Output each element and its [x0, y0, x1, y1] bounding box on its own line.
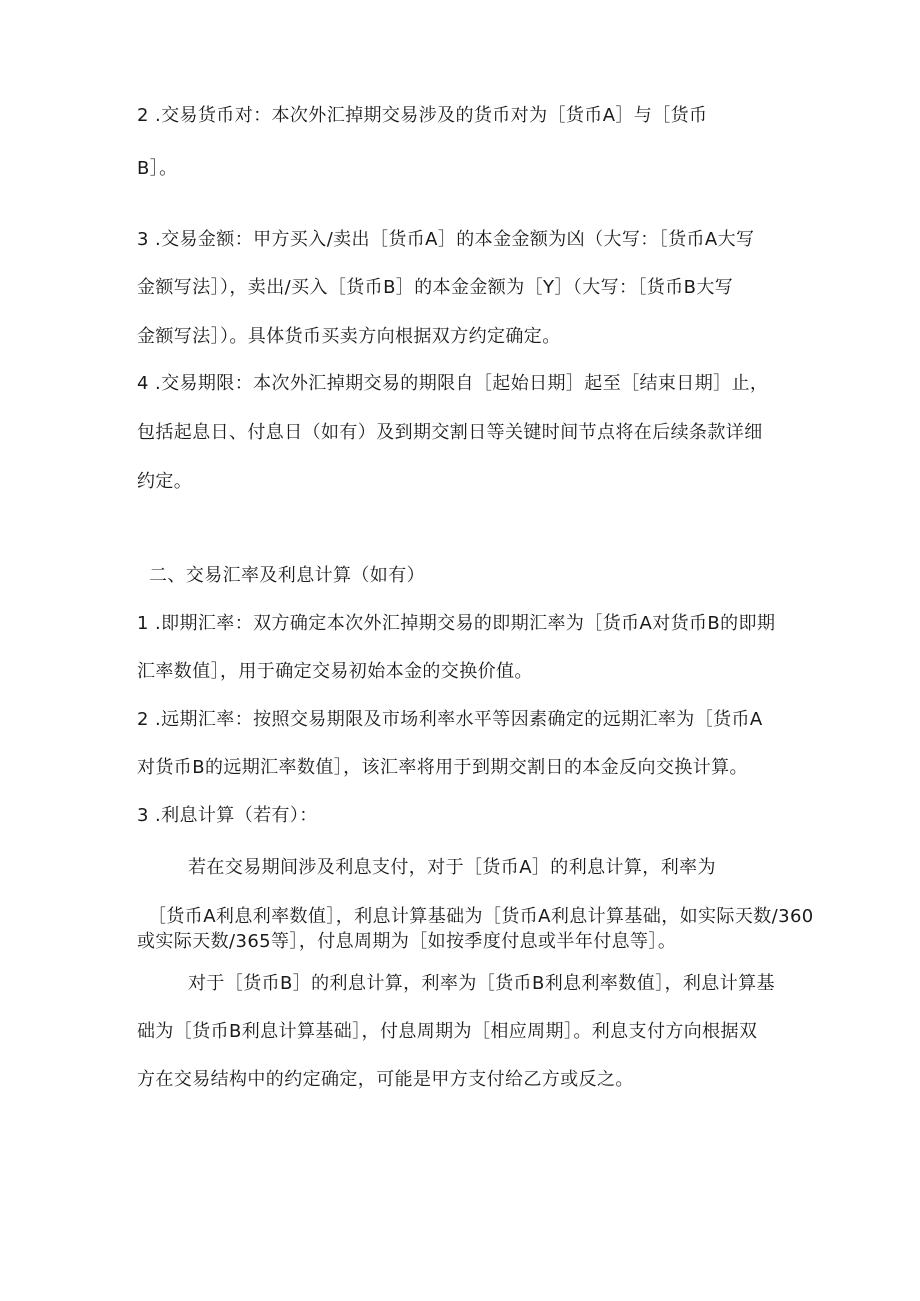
para-a-line-1: 若在交易期间涉及利息支付，对于［货币A］的利息计算，利率为 [188, 857, 716, 878]
s2-item-1-line-2: 汇率数值］，用于确定交易初始本金的交换价值。 [137, 661, 533, 682]
item-3-line-1: 3 .交易金额：甲方买入/卖出［货币A］的本金金额为凶（大写：［货币A大写 [137, 229, 755, 250]
item-3-line-3: 金额写法］）。具体货币买卖方向根据双方约定确定。 [137, 326, 561, 347]
para-b-line-1: 对于［货币B］的利息计算，利率为［货币B利息利率数值］，利息计算基 [188, 973, 775, 994]
item-4-line-1: 4 .交易期限：本次外汇掉期交易的期限自［起始日期］起至［结束日期］止， [137, 373, 769, 394]
item-4-line-3: 约定。 [137, 471, 193, 492]
item-3-line-2: 金额写法］），卖出/买入［货币B］的本金金额为［Y］（大写：［货币B大写 [137, 277, 734, 298]
item-4-line-2: 包括起息日、付息日（如有）及到期交割日等关键时间节点将在后续条款详细 [137, 422, 763, 443]
section-2-heading: 二、交易汇率及利息计算（如有） [149, 565, 425, 586]
s2-item-2-line-2: 对货币B的远期汇率数值］，该汇率将用于到期交割日的本金反向交换计算。 [137, 757, 748, 778]
para-a-line-2: ［货币A利息利率数值］，利息计算基础为［货币A利息计算基础，如实际天数/360 [148, 906, 814, 927]
s2-item-2-line-1: 2 .远期汇率：按照交易期限及市场利率水平等因素确定的远期汇率为［货币A [137, 709, 763, 730]
para-a-line-3: 或实际天数/365等］，付息周期为［如按季度付息或半年付息等］。 [137, 931, 677, 952]
s2-item-3-line-1: 3 .利息计算（若有）： [137, 805, 318, 826]
item-2-line-1: 2 .交易货币对：本次外汇掉期交易涉及的货币对为［货币A］与［货币 [137, 105, 708, 126]
para-b-line-2: 础为［货币B利息计算基础］，付息周期为［相应周期］。利息支付方向根据双 [137, 1021, 758, 1042]
s2-item-1-line-1: 1 .即期汇率：双方确定本次外汇掉期交易的即期汇率为［货币A对货币B的即期 [137, 613, 776, 634]
para-b-line-3: 方在交易结构中的约定确定，可能是甲方支付给乙方或反之。 [137, 1069, 634, 1090]
item-2-line-2: B］。 [137, 158, 178, 179]
